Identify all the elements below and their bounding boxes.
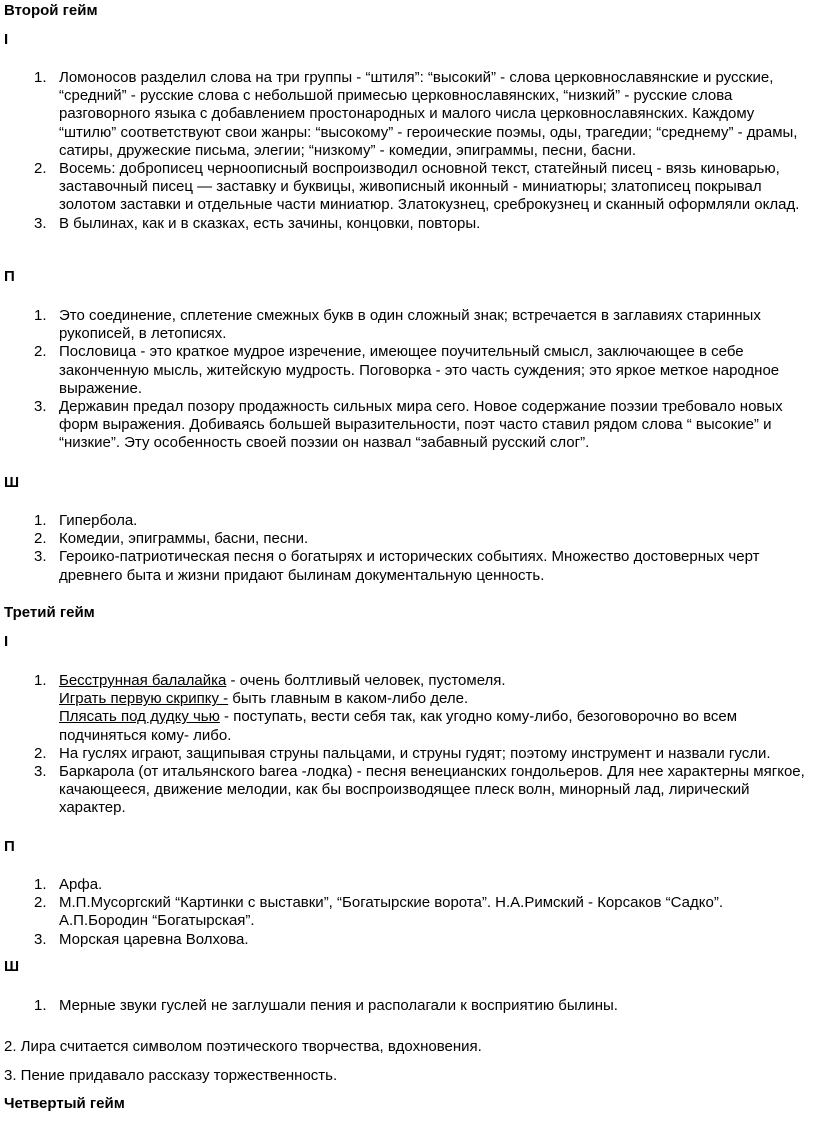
list-item: 2. Пословица - это краткое мудрое изречение, имеющее поучительный смысл, заключающее в себе законченную мысль, житейскую мудрость. Поговорка - это часть суждения; это яркое меткое народное выражение. <box>34 343 780 397</box>
idiom-phrase: Играть первую скрипку - <box>59 690 229 708</box>
list-game3-sec1 <box>34 672 814 818</box>
heading-game-3: Третий гейм <box>4 604 95 621</box>
list-item: 3. Героико-патриотическая песня о богатырях и исторических событиях. Множество достоверных черт древнего быта и жизни придают былинам документальную ценность. <box>34 548 760 584</box>
section-label-3: Ш <box>4 958 20 975</box>
section-label-2: П <box>4 838 15 855</box>
heading-game-2: Второй гейм <box>4 2 98 19</box>
list-game2-sec1 <box>34 69 814 233</box>
list-item: 2. На гуслях играют, защипывая струны пальцами, и струны гудят; поэтому инструмент и назвали гусли. <box>34 744 771 762</box>
list-game3-sec2 <box>34 876 814 949</box>
list-item: 2. М.П.Мусоргский “Картинки с выставки”, “Богатырские ворота”. Н.А.Римский - Корсаков “Садко”. А.П.Бородин “Богатырская”. <box>34 894 723 930</box>
paragraph: 3. Пение придавало рассказу торжественность. <box>4 1067 338 1084</box>
list-item: 3. Морская царевна Волхова. <box>34 930 249 948</box>
list-game2-sec2 <box>34 307 814 453</box>
list-game2-sec3 <box>34 512 814 585</box>
list-item: 1. Это соединение, сплетение смежных букв в один сложный знак; встречается в заглавиях старинных рукописей, в летописях. <box>34 307 761 343</box>
list-item: 1. Мерные звуки гуслей не заглушали пения и располагали к восприятию былины. <box>34 997 618 1014</box>
list-item: 1. Арфа. <box>34 876 103 893</box>
list-game3-sec3 <box>34 997 814 1015</box>
list-item: 3. Баркарола (от итальянского barea -лодка) - песня венецианских гондольеров. Для нее характерны мягкое, качающееся, движение мелодии, как бы воспроизводящее плеск волн, минорный лад, лирический характер. <box>34 763 805 817</box>
idiom-phrase: Плясать под дудку чью <box>59 708 220 726</box>
list-item: 2. Восемь: доброписец черноописный воспроизводил основной текст, статейный писец - вязь киноварью, заставочный писец — заставку и буквицы, живописный иконный - миниатюры; златописец покрывал золотом заставки и отдельные части миниатюр. Златокузнец, среброкузнец и сканный оформляли оклад. <box>34 160 800 214</box>
section-label-1: I <box>4 31 9 48</box>
list-item: 3. В былинах, как и в сказках, есть зачины, концовки, повторы. <box>34 214 481 232</box>
section-label-3: Ш <box>4 474 20 491</box>
list-item: 3. Державин предал позору продажность сильных мира сего. Новое содержание поэзии требовало новых форм выражения. Добиваясь большей выразительности, поэт часто ставил рядом слова “ высокие” и “низкие”. Эту особенность своей поэзии он назвал “забавный русский слог”. <box>34 398 783 452</box>
list-item: 1. Гипербола. <box>34 512 138 529</box>
heading-game-4: Четвертый гейм <box>4 1095 125 1112</box>
section-label-2: П <box>4 268 15 285</box>
list-item: 1. Бесструнная балалайка - очень болтливый человек, пустомеля. Играть первую скрипку - быть главным в каком-либо деле. Плясать под дудку чью - поступать, вести себя так, как угодно кому-либо, безоговорочно во всем подчиняться кому- либо. <box>34 672 738 744</box>
list-item: 2. Комедии, эпиграммы, басни, песни. <box>34 530 309 548</box>
paragraph: 2. Лира считается символом поэтического творчества, вдохновения. <box>4 1038 482 1055</box>
idiom-phrase: Бесструнная балалайка <box>59 672 227 689</box>
section-label-1: I <box>4 633 9 650</box>
list-item: 1. Ломоносов разделил слова на три группы - “штиля”: “высокий” - слова церковнославянские и русские, “средний” - русские слова с небольшой примесью церковнославянских, “низкий” - русские слова разговорного языка с добавлением простонародных и малого числа церковнославянских. Каждому “штилю” соответствуют свои жанры: “высокому” - героические поэмы, оды, трагедии; “среднему” - драмы, сатиры, дружеские письма, элегии; “низкому” - комедии, эпиграммы, песни, басни. <box>34 69 798 159</box>
